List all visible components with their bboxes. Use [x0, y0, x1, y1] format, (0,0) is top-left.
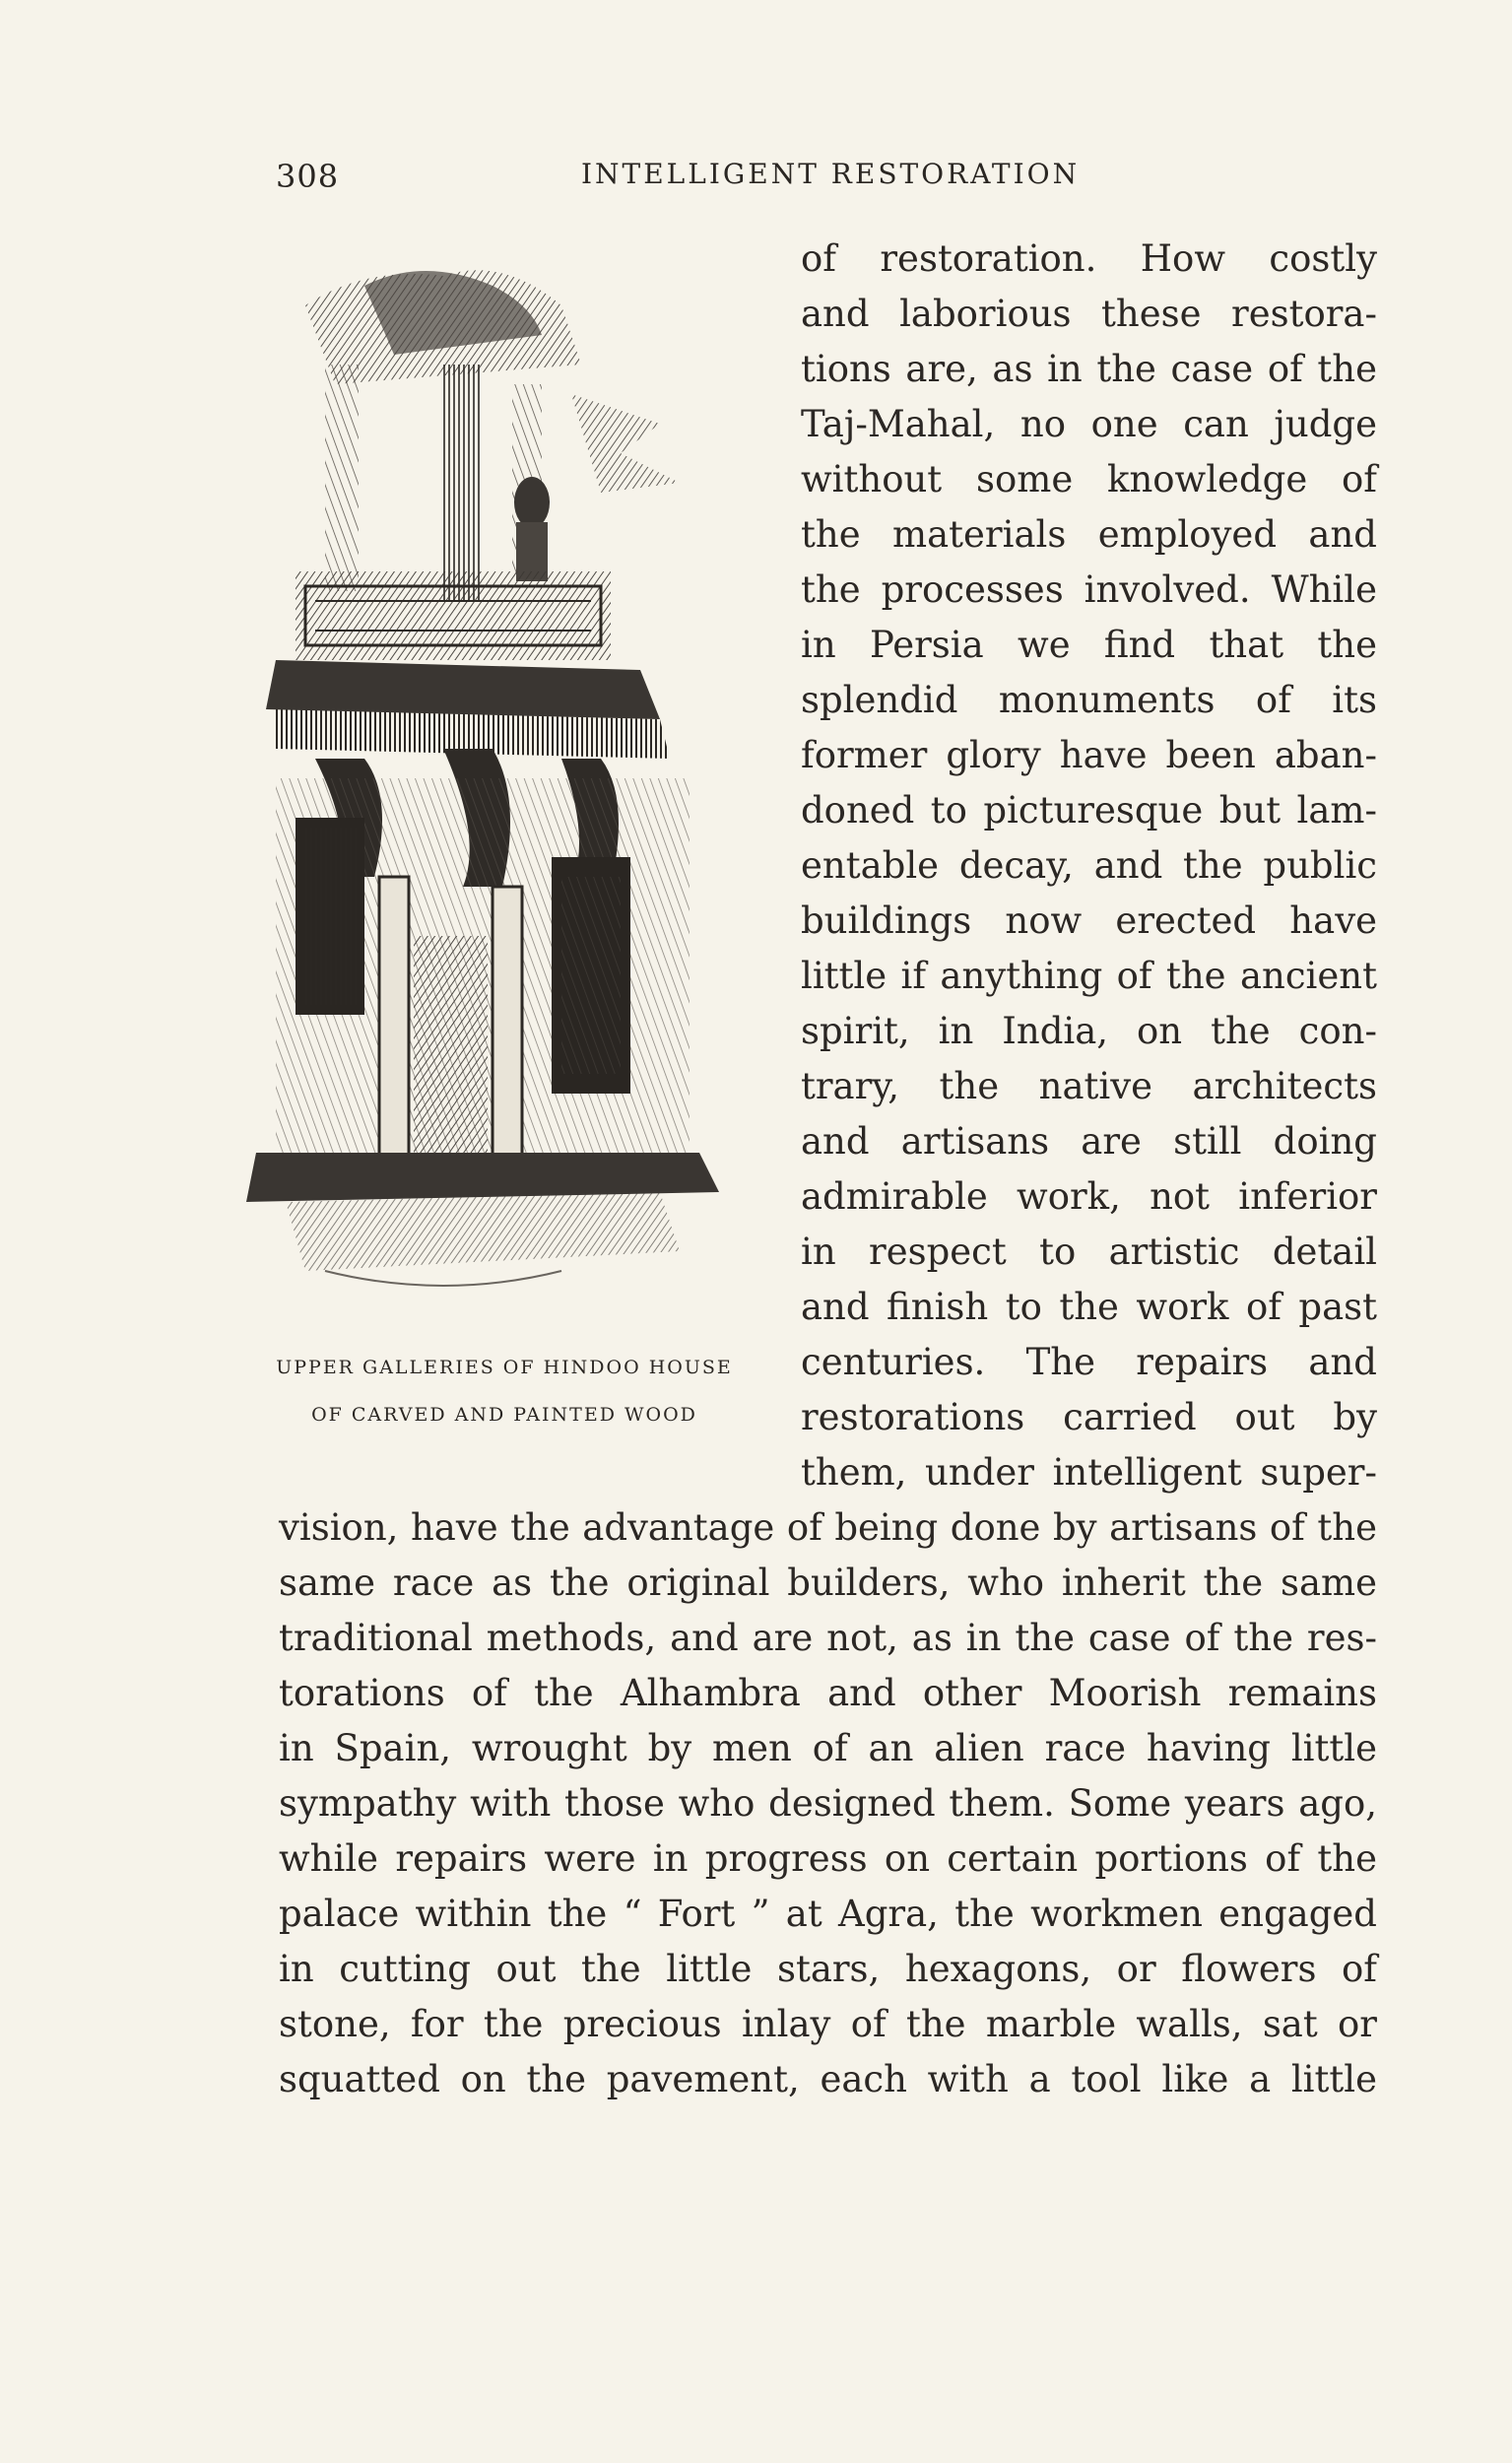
- engraving-image: [246, 246, 758, 1330]
- text-line: sympathy with those who designed them. Some years ago,: [279, 1782, 1377, 1825]
- text-line: in respect to artistic detail: [801, 1231, 1377, 1273]
- text-line: torations of the Alhambra and other Moorish remains: [279, 1672, 1377, 1714]
- page-number: 308: [276, 158, 340, 195]
- figure-caption-line-2: OF CARVED AND PAINTED WOOD: [311, 1404, 697, 1426]
- text-line: restorations carried out by: [801, 1396, 1377, 1438]
- text-line: without some knowledge of: [801, 458, 1377, 500]
- text-line: same race as the original builders, who inherit the same: [279, 1562, 1377, 1604]
- text-line: while repairs were in progress on certain portions of the: [279, 1837, 1377, 1880]
- text-line: Taj-Mahal, no one can judge: [801, 403, 1377, 445]
- text-line: vision, have the advantage of being done by artisans of the: [279, 1506, 1377, 1549]
- running-title: INTELLIGENT RESTORATION: [581, 158, 1081, 190]
- text-line: the materials employed and: [801, 513, 1377, 556]
- text-line: of restoration. How costly: [801, 237, 1377, 280]
- text-line: little if anything of the ancient: [801, 955, 1377, 997]
- text-line: and laborious these restora-: [801, 293, 1377, 335]
- text-line: spirit, in India, on the con-: [801, 1010, 1377, 1052]
- text-line: entable decay, and the public: [801, 844, 1377, 887]
- text-line: former glory have been aban-: [801, 734, 1377, 776]
- text-line: and finish to the work of past: [801, 1286, 1377, 1328]
- text-line: in Persia we find that the: [801, 624, 1377, 666]
- figure-caption-line-1: UPPER GALLERIES OF HINDOO HOUSE: [276, 1357, 733, 1378]
- text-line: trary, the native architects: [801, 1065, 1377, 1107]
- text-line: in Spain, wrought by men of an alien race having little: [279, 1727, 1377, 1769]
- illustration-hindoo-house-galleries: [246, 246, 758, 1330]
- text-line: buildings now erected have: [801, 899, 1377, 942]
- text-line: stone, for the precious inlay of the marble walls, sat or: [279, 2003, 1377, 2045]
- text-line: the processes involved. While: [801, 568, 1377, 611]
- text-line: palace within the “ Fort ” at Agra, the workmen engaged: [279, 1893, 1377, 1935]
- text-line: admirable work, not inferior: [801, 1175, 1377, 1218]
- text-line: and artisans are still doing: [801, 1120, 1377, 1163]
- text-line: traditional methods, and are not, as in the case of the res-: [279, 1617, 1377, 1659]
- text-line: them, under intelligent super-: [801, 1451, 1377, 1494]
- text-line: in cutting out the little stars, hexagons, or flowers of: [279, 1948, 1377, 1990]
- text-line: centuries. The repairs and: [801, 1341, 1377, 1383]
- text-line: squatted on the pavement, each with a tool like a little: [279, 2058, 1377, 2100]
- text-line: doned to picturesque but lam-: [801, 789, 1377, 832]
- text-line: tions are, as in the case of the: [801, 348, 1377, 390]
- text-line: splendid monuments of its: [801, 679, 1377, 721]
